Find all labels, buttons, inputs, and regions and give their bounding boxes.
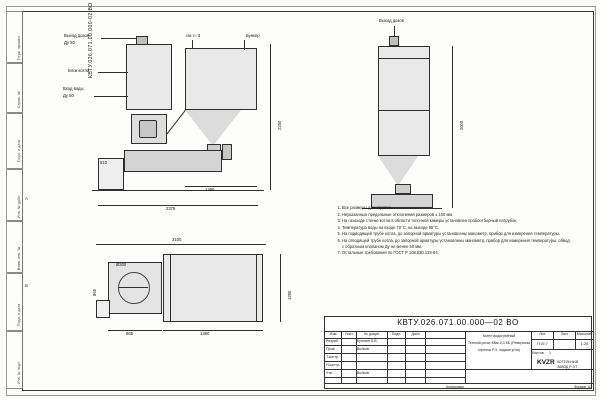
- dim-line-plan-width: [96, 244, 266, 245]
- side-div-1: [378, 58, 430, 59]
- dim-plan-inner-w: 1390: [200, 331, 210, 336]
- tb-name-1: Волков: [357, 347, 369, 351]
- strip-label-5: Подп. и дата: [17, 303, 21, 326]
- tb-vline-4: [405, 331, 406, 383]
- burner-unit: [139, 120, 157, 138]
- company-name-2: ЗАВОД Р-ЭТ: [557, 365, 578, 369]
- boiler-upper-body: [126, 44, 172, 110]
- tb-hline-8: [325, 383, 593, 384]
- plan-circle-300: [118, 272, 150, 304]
- dim-line-plan-sub-w: [108, 330, 162, 331]
- dim-line-front-height: [270, 44, 271, 190]
- tb-name-4: Волков: [357, 371, 369, 375]
- tb-sheets-value: 1: [549, 351, 551, 355]
- dim-plan-width: 3100: [172, 237, 182, 242]
- tb-hline-5: [325, 361, 465, 362]
- company-logo: KVZR: [537, 359, 555, 366]
- tb-role-0: Разраб.: [326, 339, 339, 343]
- tb-role-4: Утв.: [326, 371, 333, 375]
- tb-col-list: Лист: [345, 332, 353, 336]
- side-flue-stub: [389, 36, 399, 46]
- leader-line-p3: [192, 40, 193, 49]
- front-ground-line: [92, 190, 264, 191]
- strip-label-4: Взам. инв. №: [17, 246, 21, 270]
- strip-cell-0: [7, 11, 22, 63]
- strip-cell-6: [7, 331, 22, 389]
- bunker-body: [185, 48, 257, 110]
- tb-scale-value: 1:25: [580, 341, 589, 346]
- tb-hline-9: [531, 339, 593, 340]
- dim-plan-height: 1290: [287, 290, 292, 300]
- copied-label: Копировал: [445, 385, 464, 389]
- note-item: 1. Все размеры для справок.: [342, 205, 570, 211]
- tb-lit-label: Лит.: [539, 332, 546, 336]
- row-mark-a: A: [25, 196, 29, 201]
- label-water-in-2: Ду 50: [63, 93, 74, 98]
- dim-line-plan-height: [280, 254, 281, 322]
- note-item: 4. Температура воды на входе 70°C, на выходе 95°C.: [342, 225, 570, 231]
- tb-hline-6: [325, 369, 593, 370]
- tb-scale-label: Масштаб: [576, 332, 593, 336]
- format-label: Формат А3: [573, 385, 592, 389]
- label-boiler-block: Блок котла: [68, 68, 90, 73]
- tb-vline-6: [465, 331, 466, 383]
- tb-hline-7: [325, 377, 465, 378]
- dim-front-small: 510: [100, 160, 107, 165]
- note-item: 3. На газоходе стенке котла в области топочной камеры установлен пробоотборный патрубок.: [342, 218, 570, 224]
- tb-product-title-1: Котел водогрейный: [482, 334, 516, 338]
- bunker-top-line: [185, 48, 257, 49]
- strip-label-0: Перв. примен.: [17, 34, 21, 60]
- dim-front-total: 2375: [166, 206, 176, 211]
- strip-label-3: Инв. № дубл.: [17, 194, 21, 218]
- row-mark-b: Б: [25, 283, 29, 288]
- strip-cell-4: [7, 221, 22, 273]
- dim-line-plan-inner-w: [163, 330, 263, 331]
- strip-label-1: Справ. №: [17, 91, 21, 108]
- note-item: 2. Неуказанные предельные отклонения размеров ± 100 мм.: [342, 212, 570, 218]
- label-outlet-gases-2: Ду 50: [64, 40, 75, 45]
- label-outlet-gases-1: Выход дозов: [64, 33, 89, 38]
- flue-stub: [136, 36, 148, 45]
- tb-role-3: Н.контр.: [326, 363, 340, 367]
- tb-col-doc: № докум.: [364, 332, 380, 336]
- tb-name-0: Еремин А.В.: [357, 339, 378, 343]
- leader-line-water: [94, 96, 128, 97]
- strip-cell-5: [7, 273, 22, 331]
- leader-line-boiler: [98, 72, 128, 73]
- side-body: [378, 46, 430, 156]
- plan-inner-line-1: [170, 254, 171, 322]
- tb-mass-label: Лист: [560, 332, 569, 336]
- dim-front-height: 2250: [277, 120, 282, 130]
- tb-product-title-2: ТеплоАгрегат-КВм-0,3 КБ (Реверсная: [467, 341, 531, 345]
- bunker-hopper: [185, 110, 241, 146]
- dim-plan-sub-w: 865: [126, 331, 133, 336]
- tb-hline-3: [325, 345, 465, 346]
- label-see-p3: см. п. 3: [186, 33, 201, 38]
- boiler-base-frame: [124, 150, 222, 172]
- dim-front-width: 1390: [205, 187, 215, 192]
- label-outlet-gases-right: Выход дозов: [379, 18, 404, 23]
- note-item: 5. На подводящей трубе котла, до запорной арматуры установлены манометр, прибор для измерения температуры.: [342, 231, 570, 237]
- dim-line-side-height: [452, 46, 453, 208]
- tb-hline-4: [325, 353, 465, 354]
- tb-role-1: Пров.: [326, 347, 336, 351]
- strip-cell-3: [7, 169, 22, 221]
- company-name-1: КОТЕЛЬНЫЙ: [557, 360, 579, 364]
- tb-col-izm: Изм.: [329, 332, 338, 336]
- tb-col-data: Дата: [411, 332, 420, 336]
- label-diameter: Ø300: [116, 262, 127, 267]
- note-item: 6. На отводящей трубе котла, до запорной арматуры установлены манометр, прибор для измерения температуры, обвод с обратным клапаном Ду не менее 50 мм.: [342, 238, 570, 250]
- strip-label-2: Подп. и дата: [17, 139, 21, 162]
- tb-sheets-label: Листов: [532, 351, 544, 355]
- strip-cell-1: [7, 63, 22, 113]
- plan-circle-centerline: [118, 287, 148, 288]
- plan-inner-line-2: [256, 254, 257, 322]
- dim-line-front-width: [185, 186, 257, 187]
- leader-line-bunker: [244, 40, 245, 50]
- side-hopper-outlet: [395, 184, 411, 194]
- left-margin-strip: [7, 11, 23, 389]
- strip-cell-2: [7, 113, 22, 169]
- dim-side-height: 2000: [459, 120, 464, 130]
- side-hopper: [378, 156, 418, 186]
- dim-line-front-total: [98, 205, 258, 206]
- main-drawing-code: КВТУ.026.071.00.000—02 ВО: [397, 318, 519, 327]
- strip-label-6: Инв. № подл.: [17, 360, 21, 384]
- note-item: 7. Остальные требования по ГОСТ Р 108.030.133-84.: [342, 250, 570, 256]
- tb-col-podp: Подп.: [391, 332, 402, 336]
- tb-hline-10: [531, 349, 593, 350]
- side-div-2: [378, 110, 430, 111]
- plan-bunker-outline: [163, 254, 263, 322]
- label-bunker: Бункер: [246, 33, 260, 38]
- plan-ash-box: [96, 300, 110, 318]
- label-water-in-1: Вход воды: [63, 86, 84, 91]
- notes-list: [334, 205, 570, 257]
- tb-lit-value: П19.7: [537, 341, 548, 346]
- top-drawing-code: КВТУ.026.071.00.000-02 ВО: [88, 2, 94, 78]
- tb-vline-5: [425, 331, 426, 383]
- tb-role-2: Т.контр.: [326, 355, 340, 359]
- leader-line-gases: [101, 38, 136, 39]
- screw-drive: [222, 144, 232, 160]
- dim-plan-sub-h: 865: [92, 289, 97, 296]
- tb-product-title-3: горелка РЭ, подача угля): [478, 348, 520, 352]
- leader-line-gases-right: [394, 26, 395, 36]
